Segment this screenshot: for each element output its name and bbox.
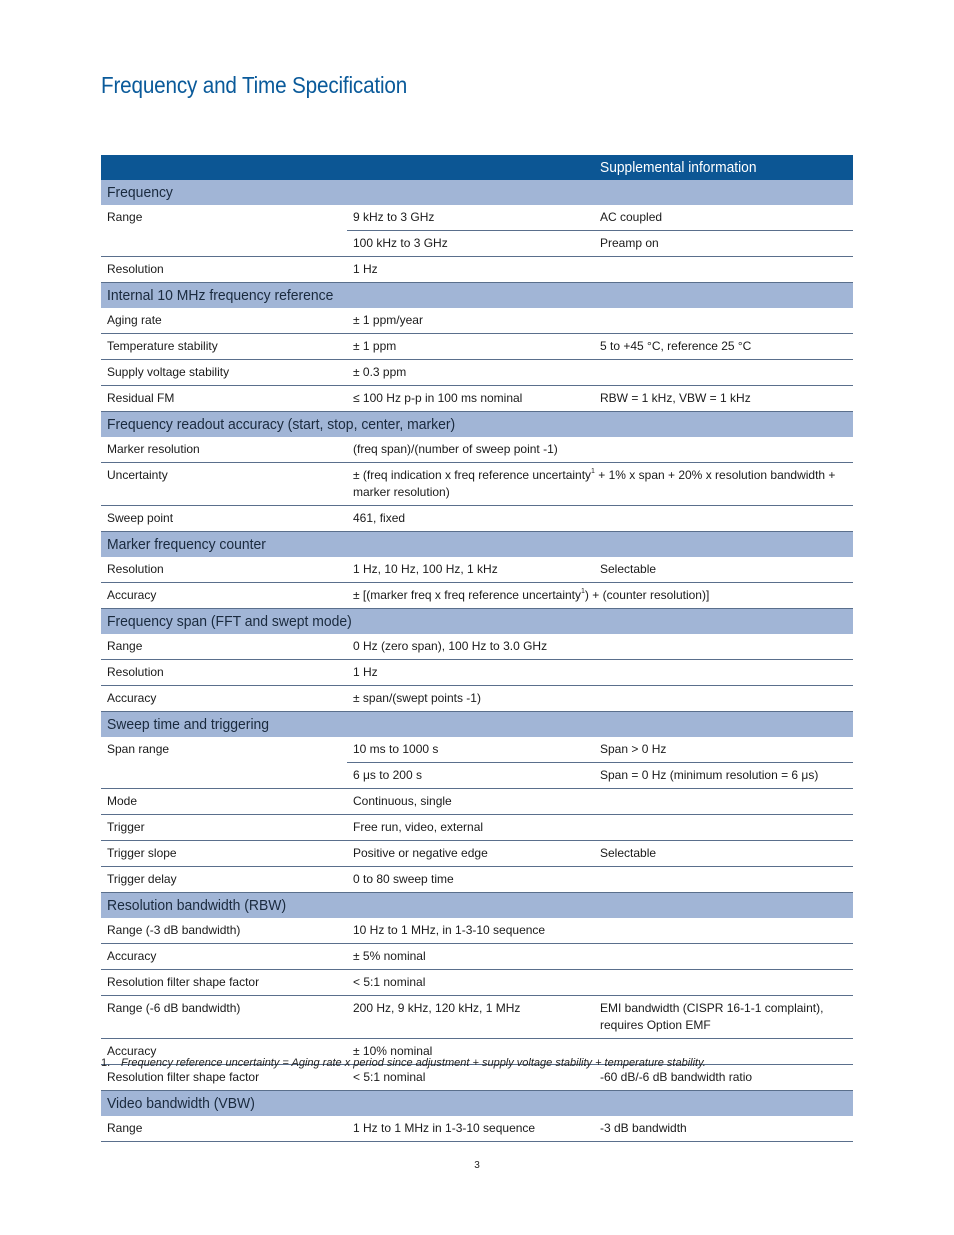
- supplemental-cell: [594, 918, 853, 944]
- specification-cell: ± 1 ppm: [347, 334, 594, 360]
- specification-cell: ± 5% nominal: [347, 944, 594, 970]
- parameter-cell: Trigger delay: [101, 867, 347, 893]
- parameter-cell: Range: [101, 1116, 347, 1142]
- parameter-cell: Range (-3 dB bandwidth): [101, 918, 347, 944]
- supplemental-cell: [594, 634, 853, 660]
- parameter-cell: [101, 763, 347, 789]
- header-cell-parameter: [101, 155, 347, 180]
- supplemental-cell: [594, 789, 853, 815]
- parameter-cell: Resolution: [101, 660, 347, 686]
- section-header-row: [101, 180, 853, 205]
- supplemental-cell: Selectable: [594, 841, 853, 867]
- parameter-cell: Temperature stability: [101, 334, 347, 360]
- table-row: [101, 334, 853, 360]
- specification-text: ± [(marker freq x freq reference uncertainty: [353, 588, 582, 602]
- table-row: [101, 970, 853, 996]
- parameter-cell: Uncertainty: [101, 463, 347, 506]
- table-row: [101, 506, 853, 532]
- parameter-cell: Accuracy: [101, 1039, 347, 1065]
- supplemental-cell: [594, 686, 853, 712]
- supplemental-cell: RBW = 1 kHz, VBW = 1 kHz: [594, 386, 853, 412]
- section-header-row: [101, 893, 853, 919]
- specification-cell: 10 ms to 1000 s: [347, 737, 594, 763]
- parameter-cell: Accuracy: [101, 686, 347, 712]
- parameter-cell: Marker resolution: [101, 437, 347, 463]
- specification-text: ± (freq indication x freq reference uncertainty: [353, 468, 592, 482]
- supplemental-cell: EMI bandwidth (CISPR 16-1-1 complaint), requires Option EMF: [594, 996, 853, 1039]
- specification-table: [101, 155, 853, 1142]
- table-row: [101, 867, 853, 893]
- section-title: Resolution bandwidth (RBW): [101, 893, 853, 919]
- specification-cell: [347, 583, 853, 609]
- section-header-row: [101, 712, 853, 738]
- parameter-cell: [101, 231, 347, 257]
- specification-cell: 1 Hz: [347, 257, 594, 283]
- specification-cell: ± 0.3 ppm: [347, 360, 594, 386]
- specification-text: ) + (counter resolution)]: [584, 588, 710, 602]
- section-title: Marker frequency counter: [101, 532, 853, 558]
- table-row: [101, 789, 853, 815]
- specification-cell: 1 Hz, 10 Hz, 100 Hz, 1 kHz: [347, 557, 594, 583]
- parameter-cell: Resolution: [101, 557, 347, 583]
- parameter-cell: Trigger: [101, 815, 347, 841]
- supplemental-cell: [594, 257, 853, 283]
- supplemental-cell: AC coupled: [594, 205, 853, 231]
- specification-cell: 10 Hz to 1 MHz, in 1-3-10 sequence: [347, 918, 594, 944]
- table-row: [101, 841, 853, 867]
- parameter-cell: Range: [101, 634, 347, 660]
- specification-cell: < 5:1 nominal: [347, 970, 594, 996]
- table-row: [101, 815, 853, 841]
- footnote-text: Frequency reference uncertainty = Aging rate x period since adjustment + supply voltage stability + temperature stability.: [121, 1057, 706, 1069]
- supplemental-cell: -60 dB/-6 dB bandwidth ratio: [594, 1065, 853, 1091]
- page-number: 3: [474, 1160, 480, 1171]
- parameter-cell: Range: [107, 210, 143, 224]
- parameter-cell: Resolution filter shape factor: [101, 970, 347, 996]
- parameter-cell: Aging rate: [101, 308, 347, 334]
- table-row: [101, 634, 853, 660]
- supplemental-cell: [594, 506, 853, 532]
- section-title: Frequency readout accuracy (start, stop, center, marker): [101, 412, 853, 438]
- specification-cell: 6 μs to 200 s: [347, 763, 594, 789]
- specification-cell: < 5:1 nominal: [347, 1065, 594, 1091]
- parameter-cell: Residual FM: [101, 386, 347, 412]
- table-row: [101, 360, 853, 386]
- supplemental-cell: [594, 360, 853, 386]
- specification-cell: ≤ 100 Hz p-p in 100 ms nominal: [347, 386, 594, 412]
- footnote: [101, 1057, 861, 1069]
- specification-cell: ± 10% nominal: [347, 1039, 594, 1065]
- section-header-row: [101, 1091, 853, 1117]
- table-row: [101, 660, 853, 686]
- parameter-cell: Supply voltage stability: [101, 360, 347, 386]
- specification-cell: 1 Hz to 1 MHz in 1-3-10 sequence: [347, 1116, 594, 1142]
- parameter-cell: Trigger slope: [101, 841, 347, 867]
- specification-cell: 0 to 80 sweep time: [347, 867, 594, 893]
- section-header-row: [101, 609, 853, 635]
- specification-cell: 0 Hz (zero span), 100 Hz to 3.0 GHz: [347, 634, 594, 660]
- specification-cell: Continuous, single: [347, 789, 594, 815]
- footnote-reference: 1: [581, 588, 585, 595]
- supplemental-cell: -3 dB bandwidth: [594, 1116, 853, 1142]
- specification-cell: Positive or negative edge: [347, 841, 594, 867]
- table-row: [101, 231, 853, 257]
- section-header-row: [101, 283, 853, 309]
- supplemental-cell: [594, 970, 853, 996]
- table-row: [101, 386, 853, 412]
- specification-cell: 200 Hz, 9 kHz, 120 kHz, 1 MHz: [347, 996, 594, 1039]
- specification-cell: 1 Hz: [347, 660, 594, 686]
- parameter-cell: Mode: [101, 789, 347, 815]
- supplemental-cell: Selectable: [594, 557, 853, 583]
- table-row: [101, 737, 853, 763]
- table-row: [101, 463, 853, 506]
- table-row: [101, 308, 853, 334]
- specification-cell: ± span/(swept points -1): [347, 686, 594, 712]
- section-title: Video bandwidth (VBW): [101, 1091, 853, 1117]
- table-row: [101, 918, 853, 944]
- footnote-reference: 1: [591, 468, 595, 475]
- table-row: [101, 686, 853, 712]
- specification-text: + 1% x span + 20% x resolution bandwidth + marker resolution): [353, 468, 836, 499]
- parameter-cell: Sweep point: [101, 506, 347, 532]
- parameter-cell: Accuracy: [101, 583, 347, 609]
- table-row: [101, 257, 853, 283]
- section-title: Internal 10 MHz frequency reference: [101, 283, 853, 309]
- supplemental-cell: [594, 944, 853, 970]
- table-row: [101, 437, 853, 463]
- header-cell-specification: [347, 155, 594, 180]
- table-row: [101, 996, 853, 1039]
- supplemental-cell: Preamp on: [594, 231, 853, 257]
- specification-cell: [347, 463, 853, 506]
- supplemental-cell: Span > 0 Hz: [594, 737, 853, 763]
- table-row: [101, 583, 853, 609]
- parameter-cell: Range (-6 dB bandwidth): [101, 996, 347, 1039]
- parameter-cell: Span range: [107, 742, 170, 756]
- page-title: Frequency and Time Specification: [101, 72, 408, 98]
- section-header-row: [101, 412, 853, 438]
- parameter-cell: Resolution filter shape factor: [101, 1065, 347, 1091]
- footnote-number: 1.: [101, 1057, 111, 1069]
- supplemental-cell: [594, 308, 853, 334]
- specification-cell: ± 1 ppm/year: [347, 308, 594, 334]
- parameter-cell: Resolution: [101, 257, 347, 283]
- section-title: Sweep time and triggering: [101, 712, 853, 738]
- supplemental-cell: [594, 867, 853, 893]
- specification-cell: 461, fixed: [347, 506, 594, 532]
- table-row: [101, 1116, 853, 1142]
- specification-cell: 9 kHz to 3 GHz: [347, 205, 594, 231]
- specification-cell: (freq span)/(number of sweep point -1): [347, 437, 853, 463]
- table-row: [101, 205, 853, 231]
- table-row: [101, 944, 853, 970]
- supplemental-cell: [594, 815, 853, 841]
- supplemental-cell: [594, 660, 853, 686]
- section-title: Frequency: [101, 180, 853, 205]
- section-title: Frequency span (FFT and swept mode): [101, 609, 853, 635]
- section-header-row: [101, 532, 853, 558]
- supplemental-cell: Span = 0 Hz (minimum resolution = 6 μs): [594, 763, 853, 789]
- header-cell-supplemental: Supplemental information: [594, 155, 853, 180]
- table-row: [101, 763, 853, 789]
- specification-cell: Free run, video, external: [347, 815, 594, 841]
- supplemental-cell: 5 to +45 °C, reference 25 °C: [594, 334, 853, 360]
- specification-cell: 100 kHz to 3 GHz: [347, 231, 594, 257]
- table-row: [101, 557, 853, 583]
- table-header-row: [101, 155, 853, 180]
- parameter-cell: Accuracy: [101, 944, 347, 970]
